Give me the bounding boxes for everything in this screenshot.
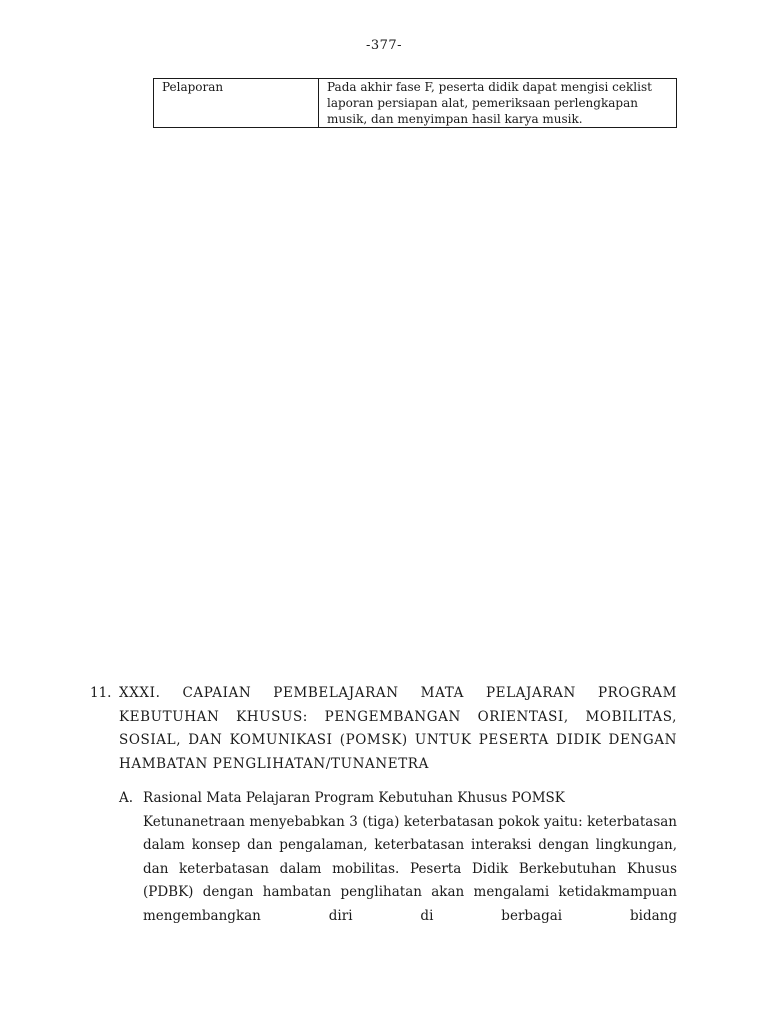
subsection-heading <box>119 787 677 811</box>
element-label-cell: Pelaporan <box>154 79 319 128</box>
table-row <box>154 79 677 128</box>
section-xxxi <box>90 682 677 928</box>
subsection-title: Rasional Mata Pelajaran Program Kebutuhan Khusus POMSK <box>143 790 565 806</box>
body-paragraph: Ketunanetraan menyebabkan 3 (tiga) keterbatasan pokok yaitu: keterbatasan dalam konsep dan pengalaman, keterbatasan interaksi dengan lingkungan, dan keterbatasan dalam mobilitas. Peserta Didik Berkebutuhan Khusus (PDBK) dengan hambatan penglihatan akan mengalami ketidakmampuan mengembangkan diri di berbagai bidang <box>143 813 677 924</box>
section-number: 11. <box>90 685 112 701</box>
subsection-letter: A. <box>119 790 134 806</box>
element-description-cell: Pada akhir fase F, peserta didik dapat mengisi ceklist laporan persiapan alat, pemeriksaan perlengkapan musik, dan menyimpan hasil karya musik. <box>319 79 677 128</box>
subsection-a <box>119 787 677 928</box>
section-heading <box>90 682 677 776</box>
page-number: -377- <box>365 38 403 53</box>
section-title: XXXI. CAPAIAN PEMBELAJARAN MATA PELAJARAN PROGRAM KEBUTUHAN KHUSUS: PENGEMBANGAN ORIENTASI, MOBILITAS, SOSIAL, DAN KOMUNIKASI (POMSK) UNTUK PESERTA DIDIK DENGAN HAMBATAN PENGLIHATAN/TUNANETRA <box>119 685 677 772</box>
learning-outcome-table <box>153 78 677 128</box>
